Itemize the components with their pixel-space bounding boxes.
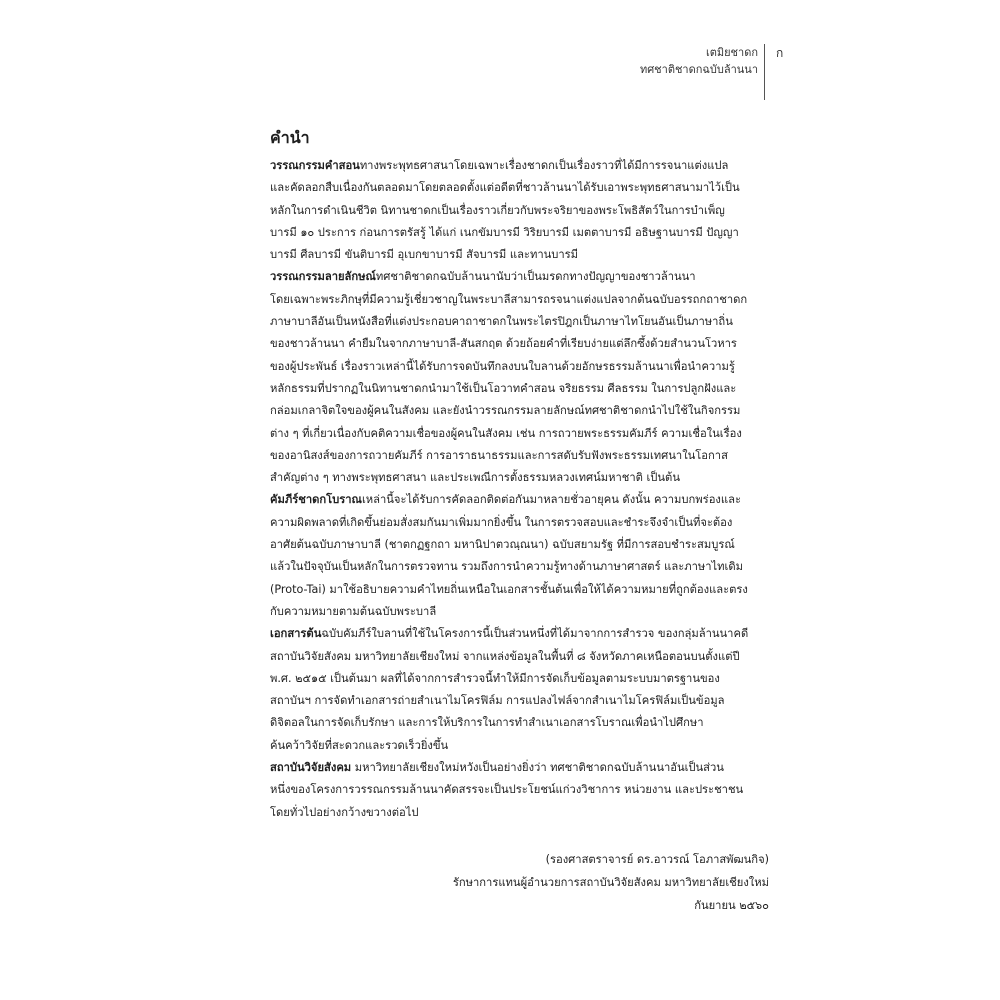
text-line: ต่าง ๆ ที่เกี่ยวเนื่องกับคติความเชื่อของผู้คนในสังคม เช่น การถวายพระธรรมคัมภีร์ ความเชื่อในเรื่อง: [270, 426, 742, 440]
page-title: คำนำ: [270, 128, 310, 147]
signatory-position: รักษาการแทนผู้อำนวยการสถาบันวิจัยสังคม มหาวิทยาลัยเชียงใหม่: [452, 876, 769, 889]
paragraph-text: ทางพระพุทธศาสนาโดยเฉพาะเรื่องชาดกเป็นเรื่องราวที่ได้มีการรจนาแต่งแปล: [359, 159, 729, 172]
text-line: [270, 489, 770, 511]
paragraph-lead: คัมภีร์ชาดกโบราณ: [270, 493, 362, 507]
text-line: โดยเฉพาะพระภิกษุที่มีความรู้เชี่ยวชาญในพระบาลีสามารถรจนาแต่งแปลจากต้นฉบับอรรถกถาชาดก: [270, 292, 748, 306]
paragraph-text: เหล่านี้จะได้รับการคัดลอกติดต่อกันมาหลายชั่วอายุคน ดังนั้น ความบกพร่องและ: [361, 493, 741, 507]
text-line: ของผู้ประพันธ์ เรื่องราวเหล่านี้ได้รับการจดบันทึกลงบนใบลานด้วยอักษรธรรมล้านนาเพื่อนำความรู้: [270, 359, 735, 373]
text-line: สถาบันวิจัยสังคม มหาวิทยาลัยเชียงใหม่ จากแหล่งข้อมูลในพื้นที่ ๘ จังหวัดภาคเหนือตอนบนตั้งแต่ปี: [270, 649, 740, 663]
signatory-name: (รองศาสตราจารย์ ดร.อาวรณ์ โอภาสพัฒนกิจ): [545, 853, 769, 866]
text-line: บารมี ๑๐ ประการ ก่อนการตรัสรู้ ได้แก่ เนกขัมบารมี วิริยบารมี เมตตาบารมี อธิษฐานบารมี ปัญญา: [270, 225, 739, 239]
running-head: [640, 44, 758, 78]
running-head-book-title: เตมิยชาดก: [705, 46, 758, 59]
signature-date: กันยายน ๒๕๖๐: [694, 899, 769, 912]
text-line: โดยทั่วไปอย่างกว้างขวางต่อไป: [270, 805, 419, 819]
paragraph-text: ฉบับคัมภีร์ใบลานที่ใช้ในโครงการนี้เป็นส่วนหนึ่งที่ได้มาจากการสำรวจ ของกลุ่มล้านนาคดี: [321, 627, 749, 641]
text-line: [270, 757, 770, 779]
text-line: พ.ศ. ๒๕๑๕ เป็นต้นมา ผลที่ได้จากการสำรวจนี้ทำให้มีการจัดเก็บข้อมูลตามระบบมาตรฐานของ: [270, 671, 720, 685]
text-line: ของอานิสงส์ของการถวายคัมภีร์ การอาราธนาธรรมและการสดับรับฟังพระธรรมเทศนาในโอกาส: [270, 448, 728, 462]
text-line: สถาบันฯ การจัดทำเอกสารถ่ายสำเนาไมโครฟิล์ม การแปลงไฟล์จากสำเนาไมโครฟิล์มเป็นข้อมูล: [270, 694, 725, 708]
running-head-divider: [764, 44, 765, 100]
text-line: ค้นคว้าวิจัยที่สะดวกและรวดเร็วยิ่งขึ้น: [270, 738, 449, 752]
paragraph-lead: วรรณกรรมลายลักษณ์: [270, 270, 376, 284]
text-line: และคัดลอกสืบเนื่องกันตลอดมาโดยตลอดตั้งแต่อดีตที่ชาวล้านนาได้รับเอาพระพุทธศาสนามาไว้เป็น: [270, 181, 740, 195]
paragraph-lead: สถาบันวิจัยสังคม: [270, 761, 352, 775]
page-number: ก: [776, 46, 784, 60]
text-line: ความผิดพลาดที่เกิดขึ้นย่อมสั่งสมกันมาเพิ่มมากยิ่งขึ้น ในการตรวจสอบและชำระจึงจำเป็นที่จะต้อง: [270, 515, 733, 529]
text-line: ดิจิตอลในการจัดเก็บรักษา และการให้บริการในการทำสำเนาเอกสารโบราณเพื่อนำไปศึกษา: [270, 716, 704, 730]
text-line: สำคัญต่าง ๆ ทางพระพุทธศาสนา และประเพณีการตั้งธรรมหลวงเทศน์มหาชาติ เป็นต้น: [270, 471, 680, 485]
text-line: [270, 623, 770, 645]
preface-body: [270, 155, 770, 824]
text-line: [270, 155, 770, 177]
text-line: แล้วในปัจจุบันเป็นหลักในการตรวจทาน รวมถึงการนำความรู้ทางด้านภาษาศาสตร์ และภาษาไทเดิม: [270, 560, 743, 574]
text-line: หนึ่งของโครงการวรรณกรรมล้านนาคัดสรรจะเป็นประโยชน์แก่วงวิชาการ หน่วยงาน และประชาชน: [270, 783, 744, 797]
paragraph-lead: เอกสารต้น: [270, 627, 322, 641]
text-line: หลักในการดำเนินชีวิต นิทานชาดกเป็นเรื่องราวเกี่ยวกับพระจริยาของพระโพธิสัตว์ในการบำเพ็ญ: [270, 203, 725, 217]
text-line: ของชาวล้านนา คำยืมในจากภาษาบาลี-สันสกฤต ด้วยถ้อยคำที่เรียบง่ายแต่ลึกซึ้งด้วยสำนวนโวหาร: [270, 337, 737, 351]
paragraph-text: ทศชาติชาดกฉบับล้านนานับว่าเป็นมรดกทางปัญญาของชาวล้านนา: [375, 270, 696, 284]
paragraph-text: มหาวิทยาลัยเชียงใหม่หวังเป็นอย่างยิ่งว่า ทศชาติชาดกฉบับล้านนาอันเป็นส่วน: [351, 761, 724, 775]
text-line: กล่อมเกลาจิตใจของผู้คนในสังคม และยังนำวรรณกรรมลายลักษณ์ทศชาติชาดกนำไปใช้ในกิจกรรม: [270, 404, 741, 418]
text-line: บารมี ศีลบารมี ขันติบารมี อุเบกขาบารมี สัจบารมี และทานบารมี: [270, 248, 579, 262]
signature-block: [453, 848, 769, 917]
running-head-collection-title: ทศชาติชาดกฉบับล้านนา: [639, 63, 758, 76]
text-line: [270, 266, 770, 288]
text-line: (Proto-Tai) มาใช้อธิบายความคำไทยถิ่นเหนือในเอกสารชั้นต้นเพื่อให้ได้ความหมายที่ถูกต้องและตรง: [270, 582, 748, 596]
text-line: อาศัยต้นฉบับภาษาบาลี (ชาตกฏฐกถา มหานิปาตวณฺณนา) ฉบับสยามรัฐ ที่มีการสอบชำระสมบูรณ์: [270, 538, 735, 552]
paragraph-lead: วรรณกรรมคำสอน: [270, 159, 360, 172]
text-line: ภาษาบาลีอันเป็นหนังสือที่แต่งประกอบคาถาชาดกในพระไตรปิฎกเป็นภาษาไทโยนอันเป็นภาษาถิ่น: [270, 315, 733, 329]
text-line: กับความหมายตามต้นฉบับพระบาลี: [270, 604, 437, 618]
text-line: หลักธรรมที่ปรากฏในนิทานชาดกนำมาใช้เป็นโอวาทคำสอน จริยธรรม ศีลธรรม ในการปลูกฝังและ: [270, 381, 737, 395]
